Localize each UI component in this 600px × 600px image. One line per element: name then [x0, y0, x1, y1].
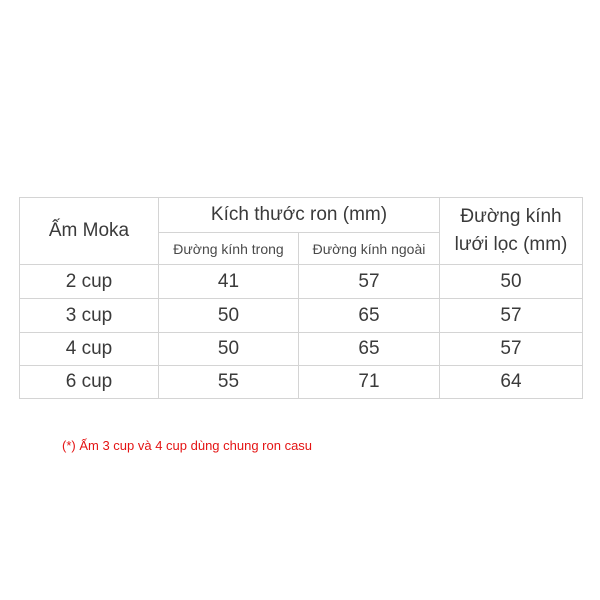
cell-filter-diameter: 57: [440, 299, 583, 333]
header-pot: Ấm Moka: [20, 198, 159, 265]
cell-outer-diameter: 65: [299, 299, 440, 333]
header-filter-diameter: [440, 198, 583, 265]
cell-filter-diameter: 57: [440, 333, 583, 366]
cell-outer-diameter: 65: [299, 333, 440, 366]
cell-pot: 6 cup: [20, 366, 159, 399]
cell-outer-diameter: 57: [299, 265, 440, 299]
header-inner-diameter: Đường kính trong: [159, 233, 299, 265]
moka-size-table: [19, 197, 583, 399]
cell-outer-diameter: 71: [299, 366, 440, 399]
cell-inner-diameter: 55: [159, 366, 299, 399]
cell-pot: 2 cup: [20, 265, 159, 299]
cell-filter-diameter: 64: [440, 366, 583, 399]
cell-inner-diameter: 50: [159, 299, 299, 333]
cell-pot: 4 cup: [20, 333, 159, 366]
header-filter-diameter-line2: lưới lọc (mm): [454, 234, 568, 255]
table-row: [20, 366, 583, 399]
header-outer-diameter: Đường kính ngoài: [299, 233, 440, 265]
cell-inner-diameter: 50: [159, 333, 299, 366]
footnote: (*) Ấm 3 cup và 4 cup dùng chung ron casu: [62, 438, 313, 453]
table-row: [20, 299, 583, 333]
header-filter-diameter-line1: Đường kính: [460, 206, 562, 227]
cell-inner-diameter: 41: [159, 265, 299, 299]
table-row: [20, 333, 583, 366]
header-gasket-size: Kích thước ron (mm): [159, 198, 440, 233]
cell-pot: 3 cup: [20, 299, 159, 333]
table-row: [20, 265, 583, 299]
cell-filter-diameter: 50: [440, 265, 583, 299]
